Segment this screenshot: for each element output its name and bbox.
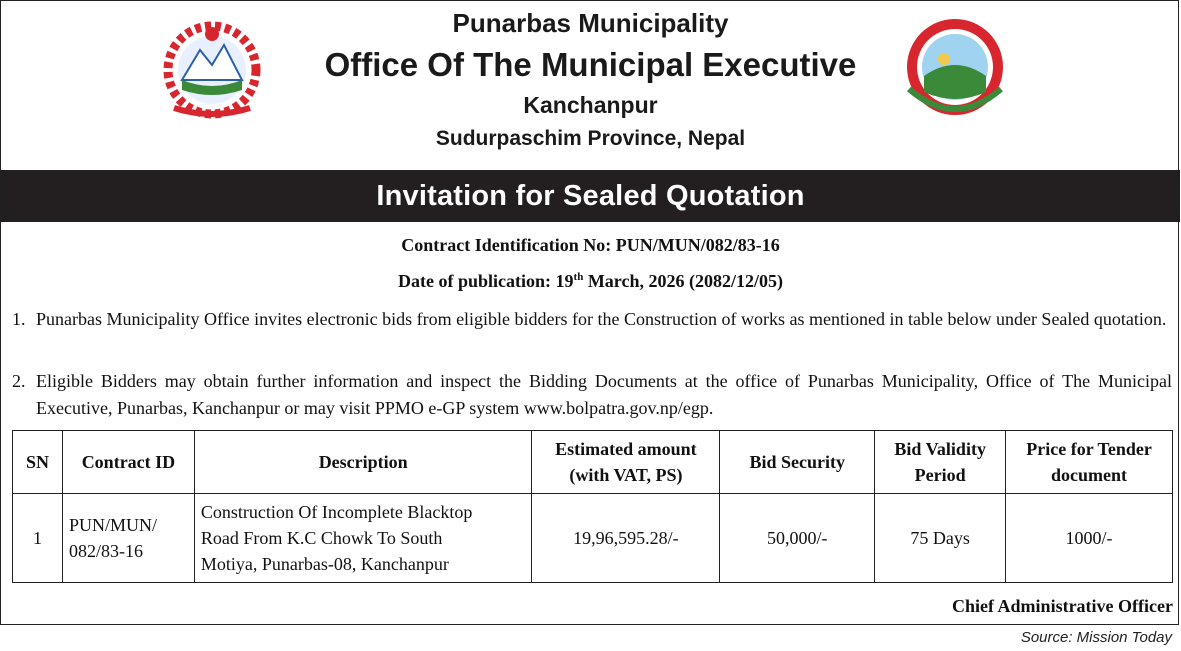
header-validity-line-2: Period: [914, 465, 966, 485]
header-amount-line-1: Estimated amount: [555, 439, 697, 459]
header-sn: SN: [13, 431, 63, 494]
cell-amount: 19,96,595.28/-: [532, 494, 720, 583]
header-contract-id: Contract ID: [62, 431, 194, 494]
province-name: Sudurpaschim Province, Nepal: [435, 127, 746, 150]
header-estimated-amount: [532, 431, 720, 494]
cell-contract-id: [62, 494, 194, 583]
publication-date: [0, 271, 1181, 292]
header-price-line-1: Price for Tender: [1026, 439, 1152, 459]
publication-date-suffix: March, 2026 (2082/12/05): [583, 271, 783, 291]
works-table: [12, 430, 1173, 583]
cell-description: [194, 494, 532, 583]
cell-validity: 75 Days: [875, 494, 1006, 583]
punarbas-municipality-logo-icon: [904, 14, 1006, 120]
contract-identification: Contract Identification No: PUN/MUN/082/83-16: [401, 235, 780, 255]
notice-title-banner: Invitation for Sealed Quotation: [1, 170, 1180, 222]
table-row: [13, 494, 1173, 583]
description-line-3: Motiya, Punarbas-08, Kanchanpur: [200, 554, 449, 574]
signatory-title: Chief Administrative Officer: [952, 596, 1173, 616]
header-price-line-2: document: [1051, 465, 1128, 485]
header-validity-line-1: Bid Validity: [894, 439, 986, 459]
description-line-1: Construction Of Incomplete Blacktop: [200, 502, 473, 522]
contract-id-line-2: 082/83-16: [68, 541, 143, 561]
contract-id-line-1: PUN/MUN/: [68, 515, 157, 535]
office-name: Office Of The Municipal Executive: [324, 46, 857, 83]
paragraph-text: Eligible Bidders may obtain further information and inspect the Bidding Documents at the office of Punarbas Municipality, Office of The Municipal Executive, Punarbas, Kanchanpur or may visit PPMO e-GP system www.bolpatra.gov.np/egp.: [36, 371, 1172, 418]
district-name: Kanchanpur: [523, 92, 658, 118]
notice-header: [0, 0, 1181, 170]
table-header-row: [13, 431, 1173, 494]
cell-sn: 1: [13, 494, 63, 583]
municipality-name: Punarbas Municipality: [452, 8, 729, 38]
publication-date-prefix: Date of publication: 19: [398, 271, 574, 291]
header-amount-line-2: (with VAT, PS): [569, 465, 683, 485]
header-bid-security: Bid Security: [720, 431, 875, 494]
description-line-2: Road From K.C Chowk To South: [200, 528, 443, 548]
header-price: [1006, 431, 1173, 494]
header-bid-validity: [875, 431, 1006, 494]
paragraph-text: Punarbas Municipality Office invites electronic bids from eligible bidders for the Construction of works as mentioned in table below under Sealed quotation.: [36, 309, 1167, 329]
paragraph-number: 1.: [12, 309, 26, 329]
header-description: Description: [194, 431, 532, 494]
paragraph-2: [12, 368, 1172, 422]
cell-price: 1000/-: [1006, 494, 1173, 583]
source-credit: Source: Mission Today: [1020, 629, 1172, 646]
publication-date-ordinal: th: [573, 271, 584, 283]
cell-bid-security: 50,000/-: [720, 494, 875, 583]
paragraph-1: [12, 306, 1172, 333]
paragraph-number: 2.: [12, 371, 26, 391]
